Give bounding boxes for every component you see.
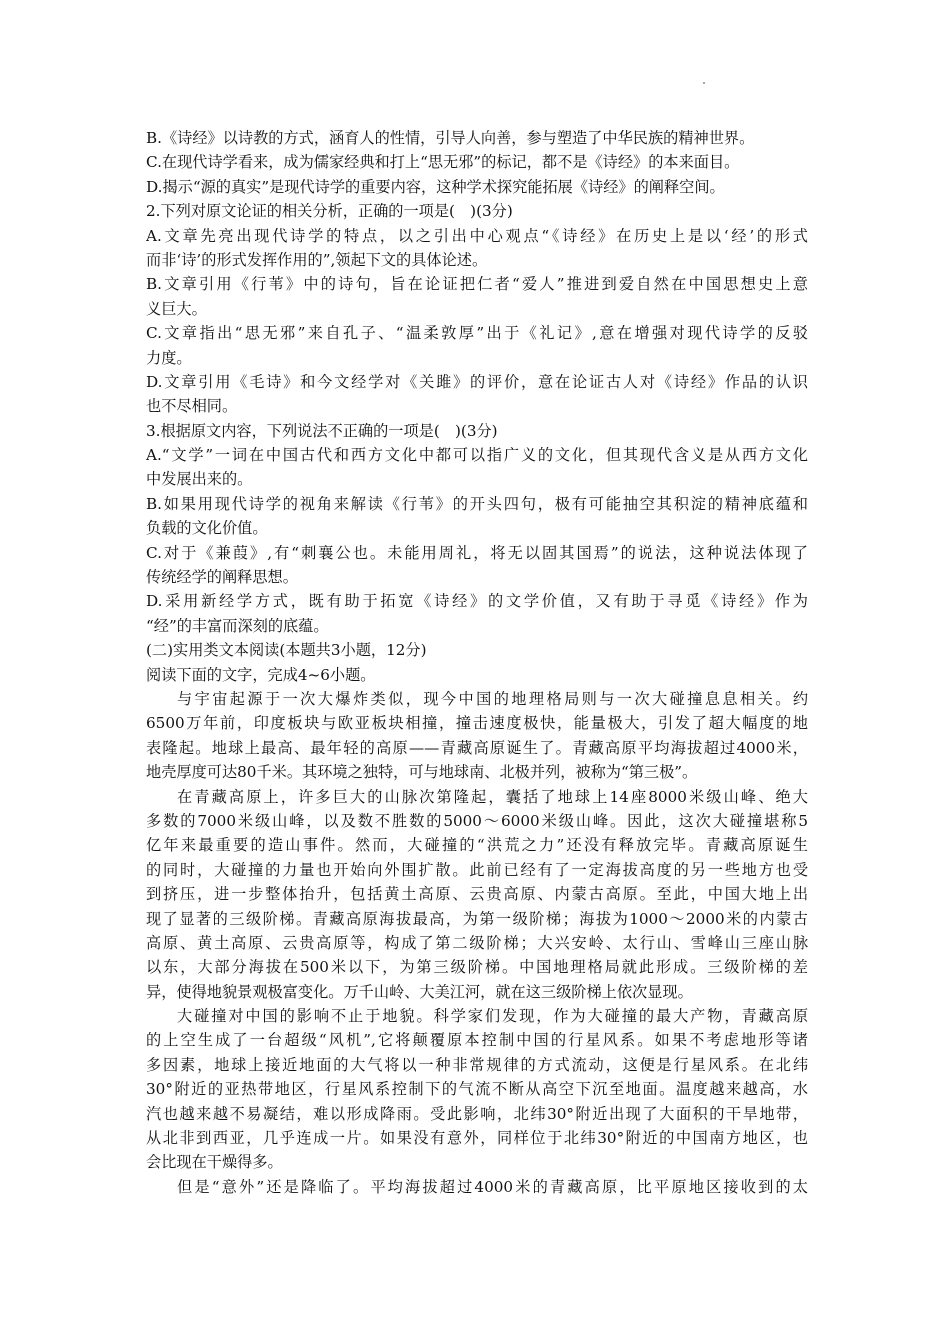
document-body [146, 126, 808, 1199]
text-line: 大碰撞对中国的影响不止于地貌。科学家们发现，作为大碰撞的最大产物，青藏高原 [177, 1007, 808, 1026]
scan-mark [703, 82, 705, 84]
text-line: 3.根据原文内容，下列说法不正确的一项是( )(3分) [146, 421, 498, 440]
text-line: 汽也越来越不易凝结，难以形成降雨。受此影响，北纬30°附近出现了大面积的干旱地带， [146, 1104, 808, 1123]
text-line: 2.下列对原文论证的相关分析，正确的一项是( )(3分) [146, 202, 513, 221]
text-line: 从北非到西亚，几乎连成一片。如果没有意外，同样位于北纬30°附近的中国南方地区，也 [146, 1129, 808, 1148]
text-line: C.在现代诗学看来，成为儒家经典和打上“思无邪”的标记，都不是《诗经》的本来面目。 [146, 153, 740, 172]
text-line: 6500万年前，印度板块与欧亚板块相撞，撞击速度极快，能量极大，引发了超大幅度的地 [146, 714, 808, 733]
text-line: C.文章指出“思无邪”来自孔子、“温柔敦厚”出于《礼记》,意在增强对现代诗学的反驳 [146, 324, 808, 343]
text-line: 30°附近的亚热带地区，行星风系控制下的气流不断从高空下沉至地面。温度越来越高，水 [146, 1080, 808, 1099]
text-line: B.《诗经》以诗教的方式，涵育人的性情，引导人向善，参与塑造了中华民族的精神世界。 [146, 129, 755, 147]
text-line: 到挤压，进一步整体抬升，包括黄土高原、云贵高原、内蒙古高原。至此，中国大地上出 [146, 885, 808, 904]
text-line: B.文章引用《行苇》中的诗句，旨在论证把仁者“爱人”推进到爱自然在中国思想史上意 [146, 275, 808, 294]
text-line: C.对于《兼葭》,有“刺襄公也。未能用周礼，将无以固其国焉”的说法，这种说法体现了 [146, 543, 808, 562]
text-line: 的同时，大碰撞的力量也开始向外围扩散。此前已经有了一定海拔高度的另一些地方也受 [146, 860, 808, 879]
text-line: 负载的文化价值。 [146, 519, 268, 538]
text-line: “经”的丰富而深刻的底蕴。 [146, 616, 329, 635]
text-line: 以东，大部分海拔在500米以下，为第三级阶梯。中国地理格局就此形成。三级阶梯的差 [146, 958, 808, 977]
text-line: 传统经学的阐释思想。 [146, 568, 298, 587]
text-line: 而非‘诗’的形式发挥作用的”,领起下文的具体论述。 [146, 250, 488, 269]
text-line: 也不尽相同。 [146, 397, 238, 416]
text-line: 会比现在干燥得多。 [146, 1153, 283, 1172]
text-line: 多因素，地球上接近地面的大气将以一种非常规律的方式流动，这便是行星风系。在北纬 [146, 1055, 808, 1074]
text-line: D.采用新经学方式，既有助于拓宽《诗经》的文学价值，又有助于寻觅《诗经》作为 [146, 592, 808, 611]
text-line: D.揭示“源的真实”是现代诗学的重要内容，这种学术探究能拓展《诗经》的阐释空间。 [146, 177, 725, 196]
text-line: 地壳厚度可达80千米。其环境之独特，可与地球南、北极并列，被称为“第三极”。 [146, 763, 698, 782]
text-line: A.“文学”一词在中国古代和西方文化中都可以指广义的文化，但其现代含义是从西方文化 [146, 446, 808, 465]
text-line: 在青藏高原上，许多巨大的山脉次第隆起，囊括了地球上14座8000米级山峰、绝大 [177, 787, 808, 806]
text-line: D.文章引用《毛诗》和今文经学对《关雎》的评价，意在论证古人对《诗经》作品的认识 [146, 372, 808, 391]
text-line: 阅读下面的文字，完成4~6小题。 [146, 665, 376, 684]
text-line: A.文章先亮出现代诗学的特点，以之引出中心观点“《诗经》在历史上是以‘经’的形式 [146, 226, 808, 245]
text-line: 多数的7000米级山峰，以及数不胜数的5000～6000米级山峰。因此，这次大碰撞堪称5 [146, 811, 808, 830]
text-line: 亿年来最重要的造山事件。然而，大碰撞的“洪荒之力”还没有释放完毕。青藏高原诞生 [146, 836, 808, 855]
text-line: 力度。 [146, 348, 192, 367]
text-line: 现了显著的三级阶梯。青藏高原海拔最高，为第一级阶梯；海拔为1000～2000米的内蒙古 [146, 909, 808, 928]
text-line: 表隆起。地球上最高、最年轻的高原——青藏高原诞生了。青藏高原平均海拔超过4000米， [146, 738, 808, 757]
text-line: B.如果用现代诗学的视角来解读《行苇》的开头四句，极有可能抽空其积淀的精神底蕴和 [146, 494, 808, 513]
text-line: (二)实用类文本阅读(本题共3小题，12分) [146, 641, 427, 660]
text-line: 义巨大。 [146, 299, 207, 318]
text-line: 高原、黄土高原、云贵高原等，构成了第二级阶梯；大兴安岭、太行山、雪峰山三座山脉 [146, 933, 808, 952]
text-line: 与宇宙起源于一次大爆炸类似，现今中国的地理格局则与一次大碰撞息息相关。约 [177, 689, 808, 708]
text-line: 中发展出来的。 [146, 470, 253, 489]
text-line: 但是“意外”还是降临了。平均海拔超过4000米的青藏高原，比平原地区接收到的太 [177, 1177, 808, 1196]
text-line: 的上空生成了一台超级“风机”,它将颠覆原本控制中国的行星风系。如果不考虑地形等诸 [146, 1031, 808, 1050]
text-line: 异，使得地貌景观极富变化。万千山岭、大美江河，就在这三级阶梯上依次显现。 [146, 982, 693, 1001]
